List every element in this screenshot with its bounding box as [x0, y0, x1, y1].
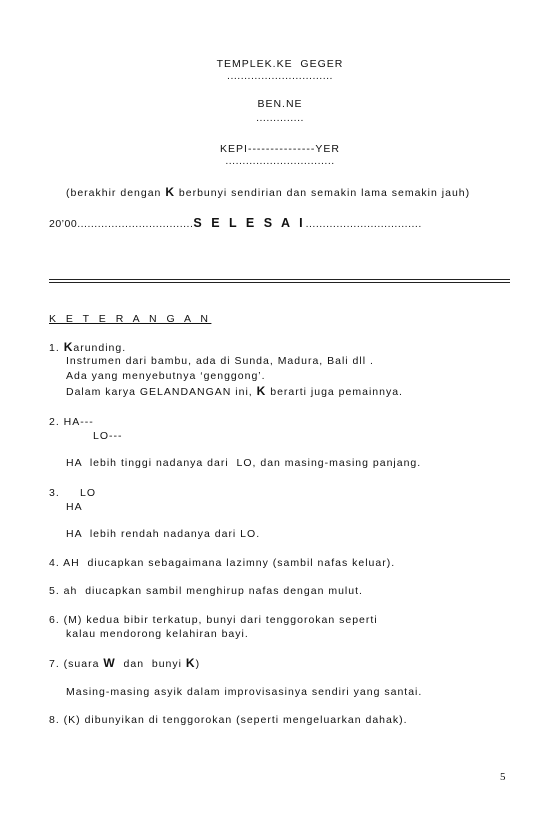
- note-1-line-4-pre: Dalam karya GELANDANGAN ini,: [66, 386, 257, 398]
- note-1-heading-rest: arunding.: [73, 342, 127, 354]
- note-1-number: 1.: [49, 342, 64, 354]
- note-1-line-4-key: K: [256, 384, 267, 398]
- note-2-line-2: LO---: [93, 430, 123, 442]
- note-7-k: K: [185, 656, 196, 670]
- ending-trail: ..................................: [305, 218, 422, 230]
- note-5: 5. ah diucapkan sambil menghirup nafas dengan mulut.: [49, 585, 363, 597]
- ending-line: [49, 217, 422, 231]
- instruction-pre: (berakhir dengan: [66, 187, 166, 199]
- instruction-post: berbunyi sendirian dan semakin lama semakin jauh): [174, 187, 471, 199]
- note-1-key: K: [63, 340, 74, 354]
- header-dots-2: ..............: [256, 112, 304, 124]
- header-line-kepi: KEPI---------------YER: [220, 143, 340, 155]
- note-7-line-1: [49, 657, 200, 671]
- note-1-line-4: [66, 385, 403, 399]
- divider-rule-top: [49, 279, 510, 280]
- page-number: 5: [500, 771, 506, 783]
- ending-selesai: S E L E S A I: [193, 216, 306, 230]
- note-6-line-1: 6. (M) kedua bibir terkatup, bunyi dari tenggorokan seperti: [49, 614, 378, 626]
- note-7-mid: dan bunyi: [115, 658, 186, 670]
- instruction-key: K: [165, 185, 175, 199]
- note-3-line-3: HA lebih rendah nadanya dari LO.: [66, 528, 261, 540]
- note-3-number: 3.: [49, 487, 60, 499]
- ending-time: 20’00..................................: [49, 218, 194, 230]
- note-2-line-3: HA lebih tinggi nadanya dari LO, dan masing-masing panjang.: [66, 457, 422, 469]
- note-7-post: ): [195, 658, 201, 670]
- note-1-line-4-post: berarti juga pemainnya.: [266, 386, 403, 398]
- note-7-line-2: Masing-masing asyik dalam improvisasinya sendiri yang santai.: [66, 686, 423, 698]
- note-3-ha: HA: [66, 501, 83, 513]
- header-dots-3: ................................: [225, 155, 335, 167]
- note-3-lo: LO: [80, 487, 97, 499]
- note-1-line-3: Ada yang menyebutnya ‘genggong’.: [66, 370, 266, 382]
- note-2-line-1: 2. HA---: [49, 416, 94, 428]
- note-8: 8. (K) dibunyikan di tenggorokan (seperti mengeluarkan dahak).: [49, 714, 408, 726]
- instruction-line: [66, 186, 470, 200]
- note-7-pre: 7. (suara: [49, 658, 104, 670]
- header-line-templek: TEMPLEK.KE GEGER: [216, 58, 344, 70]
- note-7-w: W: [103, 656, 116, 670]
- note-4: 4. AH diucapkan sebagaimana lazimny (sambil nafas keluar).: [49, 557, 396, 569]
- divider-rule-bottom: [49, 282, 510, 283]
- note-1-line-2: Instrumen dari bambu, ada di Sunda, Madura, Bali dll .: [66, 355, 374, 367]
- note-6-line-2: kalau mendorong kelahiran bayi.: [66, 628, 249, 640]
- notes-title: K E T E R A N G A N: [49, 313, 212, 325]
- header-dots-1: ...............................: [227, 70, 333, 82]
- header-line-benne: BEN.NE: [257, 98, 303, 110]
- note-1-heading: [49, 341, 126, 355]
